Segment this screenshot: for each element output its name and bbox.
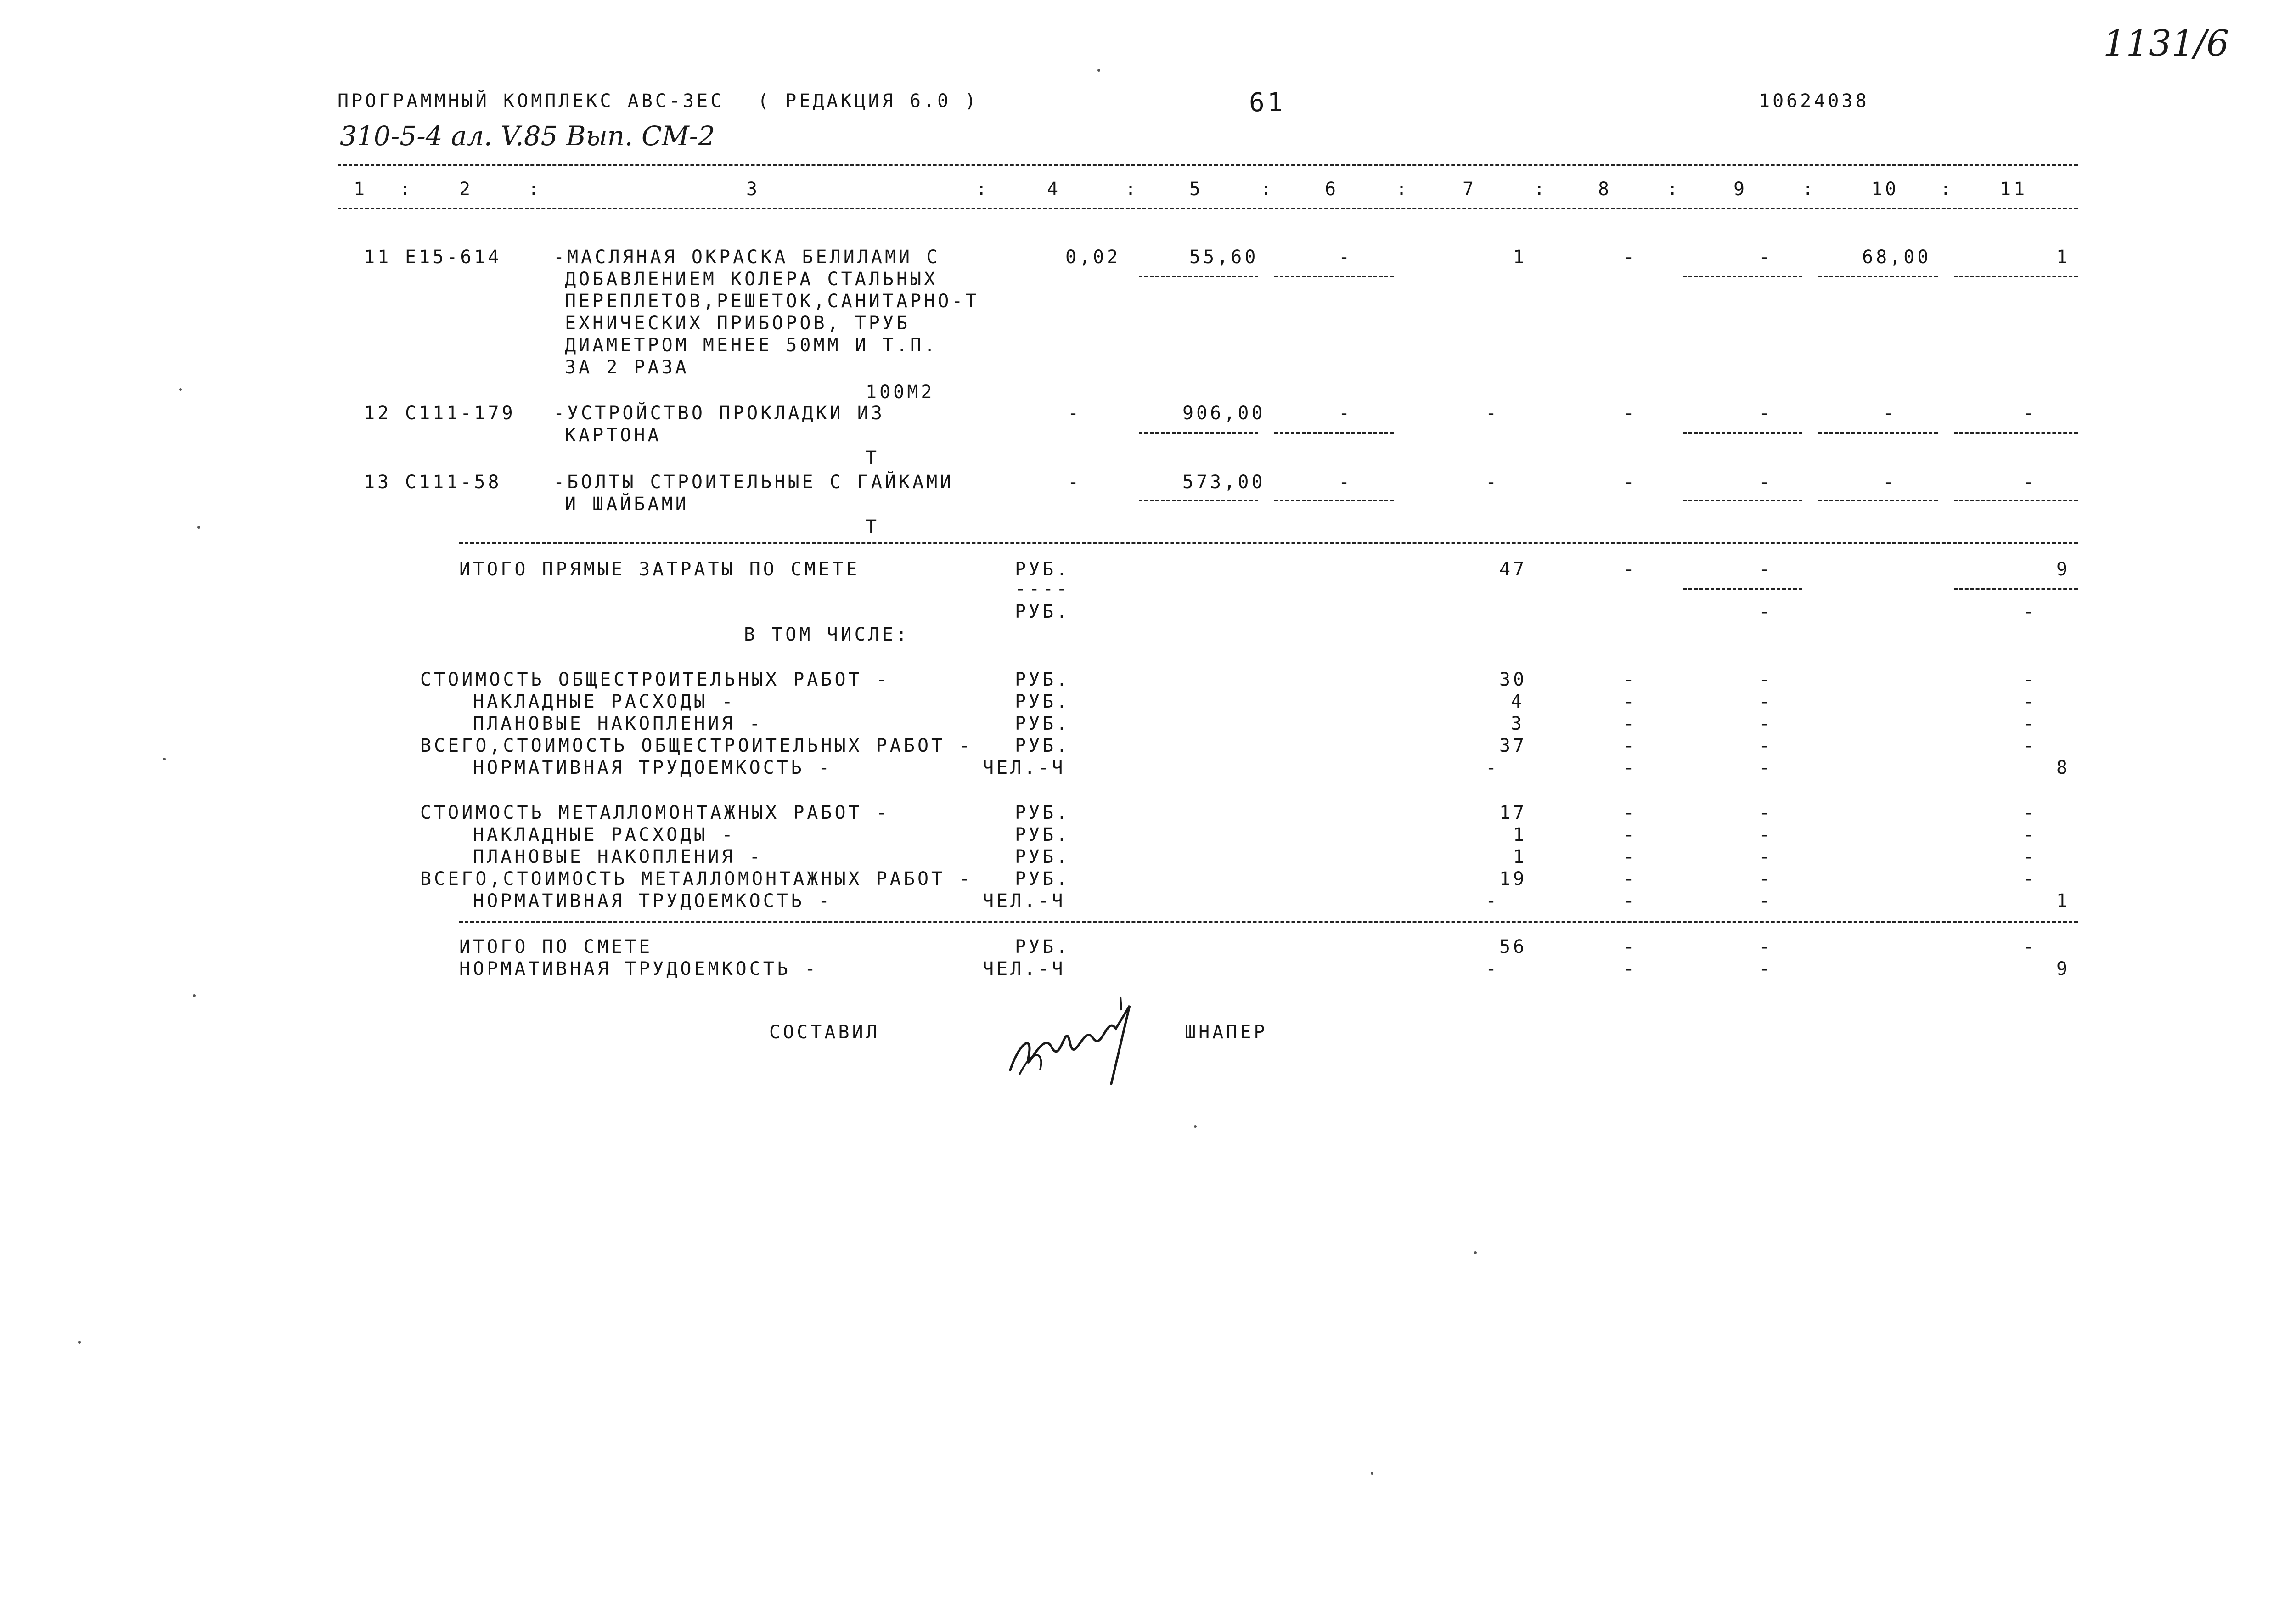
column-header-7: 7 (1463, 179, 1477, 200)
g1-col11: - (2023, 735, 2037, 756)
g2-label: НАКЛАДНЫЕ РАСХОДЫ - (473, 824, 736, 845)
column-header-1: 1 (354, 179, 368, 200)
program-title: ПРОГРАММНЫЙ КОМПЛЕКС АВС-3ЕС (338, 90, 725, 112)
g1-col8: - (1623, 669, 1638, 690)
g1-col7: 3 (1511, 713, 1525, 734)
total-dashes: ---- (1015, 578, 1070, 599)
final-col11: 9 (2056, 958, 2071, 980)
cell-unit-cost: 906,00 (1182, 403, 1266, 424)
item-unit: Т (866, 448, 880, 469)
cell-col8: - (1623, 247, 1638, 268)
total-direct-col11: 9 (2056, 559, 2071, 580)
scan-speck (197, 526, 200, 529)
cell-rule (1954, 276, 2078, 277)
g1-col8: - (1623, 735, 1638, 756)
item-unit: 100М2 (866, 382, 935, 403)
cell-col7: - (1486, 472, 1500, 493)
scan-speck (1474, 1251, 1477, 1254)
item-number: 11 (364, 247, 392, 268)
cell-rule (1954, 432, 2078, 434)
g2-col8: - (1623, 802, 1638, 823)
final-col9: - (1759, 936, 1773, 957)
g2-col9: - (1759, 868, 1773, 890)
item-code: С111-179 (405, 403, 516, 424)
g2-col11: - (2023, 868, 2037, 890)
g2-col9: - (1759, 890, 1773, 912)
item-code: С111-58 (405, 472, 502, 493)
cell-unit-cost: 55,60 (1189, 247, 1259, 268)
cell-col10: - (1883, 472, 1897, 493)
g2-col11: - (2023, 802, 2037, 823)
final-col8: - (1623, 936, 1638, 957)
item-description: -БОЛТЫ СТРОИТЕЛЬНЫЕ С ГАЙКАМИ (553, 472, 954, 493)
scan-speck (1194, 1125, 1197, 1128)
total-second-col11: - (2023, 601, 2037, 622)
g1-unit: РУБ. (1015, 691, 1070, 712)
cell-quantity: - (1068, 403, 1082, 424)
item-description: ЗА 2 РАЗА (565, 357, 689, 378)
g2-col7: 1 (1513, 846, 1527, 867)
g2-label: СТОИМОСТЬ МЕТАЛЛОМОНТАЖНЫХ РАБОТ - (420, 802, 890, 823)
cell-rule (1818, 432, 1938, 434)
scan-speck (193, 994, 196, 997)
g2-label: ПЛАНОВЫЕ НАКОПЛЕНИЯ - (473, 846, 763, 867)
column-separator: : (976, 179, 990, 200)
g2-col7: - (1486, 890, 1500, 912)
cell-quantity: 0,02 (1065, 247, 1121, 268)
cell-col6: - (1339, 403, 1353, 424)
g1-label: СТОИМОСТЬ ОБЩЕСТРОИТЕЛЬНЫХ РАБОТ - (420, 669, 890, 690)
g1-col11: - (2023, 669, 2037, 690)
column-header-5: 5 (1189, 179, 1204, 200)
cell-col7: 1 (1513, 247, 1527, 268)
g1-col7: 4 (1511, 691, 1525, 712)
cell-rule (1954, 500, 2078, 501)
item-description: ЕХНИЧЕСКИХ ПРИБОРОВ, ТРУБ (565, 313, 911, 334)
g2-col7: 19 (1499, 868, 1527, 890)
column-separator: : (1125, 179, 1139, 200)
item-code: Е15-614 (405, 247, 502, 268)
g2-col11: - (2023, 846, 2037, 867)
g1-col7: 30 (1499, 669, 1527, 690)
column-header-8: 8 (1598, 179, 1612, 200)
g1-unit: РУБ. (1015, 669, 1070, 690)
item-description: ДОБАВЛЕНИЕМ КОЛЕРА СТАЛЬНЫХ (565, 269, 938, 290)
cell-rule (1274, 432, 1394, 434)
total-direct-unit: РУБ. (1015, 559, 1070, 580)
cell-col9: - (1759, 472, 1773, 493)
composer-name: ШНАПЕР (1185, 1022, 1268, 1043)
item-description: -УСТРОЙСТВО ПРОКЛАДКИ ИЗ (553, 403, 885, 424)
cell-rule (1683, 432, 1802, 434)
corner-page-mark: 1131/6 (2103, 23, 2229, 64)
final-col11: - (2023, 936, 2037, 957)
cell-quantity: - (1068, 472, 1082, 493)
item-unit: Т (866, 517, 880, 538)
total-second-unit: РУБ. (1015, 601, 1070, 622)
g1-col8: - (1623, 713, 1638, 734)
column-header-4: 4 (1047, 179, 1061, 200)
g1-col8: - (1623, 691, 1638, 712)
column-separator: : (1802, 179, 1817, 200)
g2-col9: - (1759, 824, 1773, 845)
cell-rule (1274, 500, 1394, 501)
cell-col9: - (1759, 403, 1773, 424)
cell-col6: - (1339, 247, 1353, 268)
g1-col7: - (1486, 757, 1500, 778)
final-col9: - (1759, 958, 1773, 980)
g1-col9: - (1759, 735, 1773, 756)
column-header-2: 2 (459, 179, 473, 200)
handwritten-reference: 310-5-4 ал. V.85 Вып. СМ-2 (340, 120, 715, 152)
item-description: ДИАМЕТРОМ МЕНЕЕ 50ММ И Т.П. (565, 335, 938, 356)
g2-col9: - (1759, 802, 1773, 823)
g2-label: ВСЕГО,СТОИМОСТЬ МЕТАЛЛОМОНТАЖНЫХ РАБОТ - (420, 868, 973, 890)
total-direct-col7: 47 (1499, 559, 1527, 580)
item-description: -МАСЛЯНАЯ ОКРАСКА БЕЛИЛАМИ С (553, 247, 940, 268)
total-direct-col8: - (1623, 559, 1638, 580)
header-rule-bottom (338, 208, 2078, 209)
g2-unit: ЧЕЛ.-Ч (983, 890, 1066, 912)
cell-rule (1139, 432, 1258, 434)
item-description: КАРТОНА (565, 425, 662, 446)
g1-col9: - (1759, 713, 1773, 734)
g1-col11: 8 (2056, 757, 2071, 778)
cell-rule (1818, 276, 1938, 277)
cell-rule (1274, 276, 1394, 277)
scan-speck (78, 1341, 81, 1344)
final-col7: 56 (1499, 936, 1527, 957)
page-number: 61 (1249, 88, 1286, 118)
g2-col8: - (1623, 890, 1638, 912)
cell-rule (1818, 500, 1938, 501)
item-number: 13 (364, 472, 392, 493)
cell-rule (1139, 500, 1258, 501)
cell-col11: - (2023, 472, 2037, 493)
header-rule-top (338, 164, 2078, 166)
g2-unit: РУБ. (1015, 846, 1070, 867)
g2-col8: - (1623, 868, 1638, 890)
including-heading: В ТОМ ЧИСЛЕ: (744, 624, 910, 645)
g2-col7: 17 (1499, 802, 1527, 823)
g1-unit: РУБ. (1015, 713, 1070, 734)
cell-unit-cost: 573,00 (1182, 472, 1266, 493)
g2-col9: - (1759, 846, 1773, 867)
scan-speck (1371, 1472, 1373, 1475)
final-col8: - (1623, 958, 1638, 980)
g1-col9: - (1759, 757, 1773, 778)
g2-label: НОРМАТИВНАЯ ТРУДОЕМКОСТЬ - (473, 890, 833, 912)
cell-col8: - (1623, 403, 1638, 424)
edition-label: ( РЕДАКЦИЯ 6.0 ) (758, 90, 979, 112)
g1-label: НАКЛАДНЫЕ РАСХОДЫ - (473, 691, 736, 712)
signature-image (1001, 978, 1153, 1088)
cell-rule (1683, 588, 1802, 590)
cell-rule (1139, 276, 1258, 277)
scan-speck (179, 388, 182, 391)
total-second-col9: - (1759, 601, 1773, 622)
g2-col8: - (1623, 824, 1638, 845)
composed-by-label: СОСТАВИЛ (769, 1022, 880, 1043)
cell-col9: - (1759, 247, 1773, 268)
cell-col10: - (1883, 403, 1897, 424)
g1-label: ВСЕГО,СТОИМОСТЬ ОБЩЕСТРОИТЕЛЬНЫХ РАБОТ - (420, 735, 973, 756)
column-separator: : (1261, 179, 1275, 200)
cell-col11: 1 (2056, 247, 2071, 268)
g2-col8: - (1623, 846, 1638, 867)
cell-col8: - (1623, 472, 1638, 493)
column-separator: : (1396, 179, 1410, 200)
final-unit: РУБ. (1015, 936, 1070, 957)
scan-speck (1097, 69, 1100, 72)
item-number: 12 (364, 403, 392, 424)
document-code: 10624038 (1759, 90, 1869, 112)
g2-col11: - (2023, 824, 2037, 845)
column-header-10: 10 (1871, 179, 1899, 200)
g1-col9: - (1759, 691, 1773, 712)
scan-speck (163, 758, 166, 760)
column-header-3: 3 (746, 179, 760, 200)
total-direct-col9: - (1759, 559, 1773, 580)
cell-col10: 68,00 (1862, 247, 1931, 268)
g1-col11: - (2023, 713, 2037, 734)
cell-col11: - (2023, 403, 2037, 424)
g1-col11: - (2023, 691, 2037, 712)
column-header-6: 6 (1325, 179, 1339, 200)
column-separator: : (1667, 179, 1681, 200)
column-separators: : (400, 179, 414, 200)
column-separator: : (1940, 179, 1954, 200)
cell-col7: - (1486, 403, 1500, 424)
item-description: ПЕРЕПЛЕТОВ,РЕШЕТОК,САНИТАРНО-Т (565, 291, 979, 312)
final-col7: - (1486, 958, 1500, 980)
g1-col7: 37 (1499, 735, 1527, 756)
g1-col8: - (1623, 757, 1638, 778)
cell-col6: - (1339, 472, 1353, 493)
cell-rule (1683, 500, 1802, 501)
g1-unit: РУБ. (1015, 735, 1070, 756)
column-header-11: 11 (2000, 179, 2028, 200)
g2-col11: 1 (2056, 890, 2071, 912)
items-end-rule (459, 542, 2078, 544)
g1-label: НОРМАТИВНАЯ ТРУДОЕМКОСТЬ - (473, 757, 833, 778)
g1-col9: - (1759, 669, 1773, 690)
column-separator: : (1534, 179, 1548, 200)
g2-unit: РУБ. (1015, 868, 1070, 890)
column-separator: : (528, 179, 542, 200)
final-label: НОРМАТИВНАЯ ТРУДОЕМКОСТЬ - (459, 958, 819, 980)
g1-label: ПЛАНОВЫЕ НАКОПЛЕНИЯ - (473, 713, 763, 734)
column-header-9: 9 (1733, 179, 1748, 200)
cell-rule (1683, 276, 1802, 277)
total-direct-label: ИТОГО ПРЯМЫЕ ЗАТРАТЫ ПО СМЕТЕ (459, 559, 860, 580)
final-label: ИТОГО ПО СМЕТЕ (459, 936, 653, 957)
cell-rule (1954, 588, 2078, 590)
g2-unit: РУБ. (1015, 802, 1070, 823)
g1-unit: ЧЕЛ.-Ч (983, 757, 1066, 778)
g2-unit: РУБ. (1015, 824, 1070, 845)
g2-col7: 1 (1513, 824, 1527, 845)
final-unit: ЧЕЛ.-Ч (983, 958, 1066, 980)
final-rule (459, 921, 2078, 923)
item-description: И ШАЙБАМИ (565, 494, 689, 515)
